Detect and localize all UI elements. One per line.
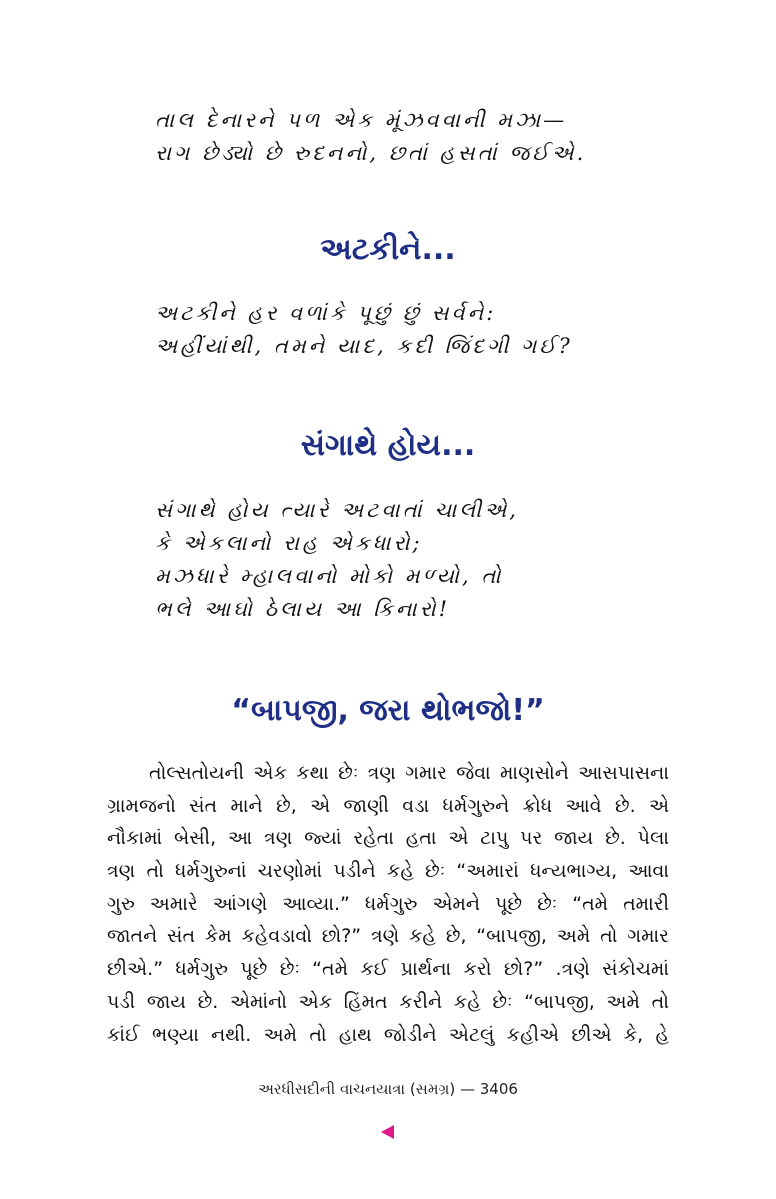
poem-line: અહીંયાંથી, તમને યાદ, કદી જિંદગી ગઈ? (155, 334, 573, 358)
poem-line: સંગાથે હોય ત્યારે અટવાતાં ચાલીએ, (155, 498, 519, 522)
poem-title-atkine: અટકીને... (320, 232, 456, 267)
story-line: ગુરુ અમારે આંગણે આવ્યા.” ધર્મગુરુ એમને પૂછે છેઃ “તમે તમારી (107, 892, 669, 915)
story-line: કાંઈ ભણ્યા નથી. અમે તો હાથ જોડીને એટલું કહીએ છીએ કે, હે (107, 1023, 669, 1046)
poem-line: તાલ દેનારને પળ એક મૂંઝવવાની મઝા— (155, 108, 568, 132)
story-line: તોલ્સતોયની એક કથા છેઃ ત્રણ ગમાર જેવા માણસોને આસપાસના (149, 762, 669, 784)
poem-line: મઝધારે મ્હાલવાનો મોકો મળ્યો, તો (155, 564, 504, 588)
poem-intro (155, 104, 586, 170)
page-footer: અરધીસદીની વાચનયાત્રા (સમગ્ર) — 3406 (258, 1080, 518, 1098)
story-line: પડી જાય છે. એમાંનો એક હિંમત કરીને કહે છેઃ “બાપજી, અમે તો (107, 990, 669, 1013)
story-line: નૌકામાં બેસી, આ ત્રણ જ્યાં રહેતા હતા એ ટાપુ પર જાય છે. પેલા (107, 827, 669, 850)
previous-page-arrow-icon[interactable] (381, 1125, 394, 1139)
story-title: “બાપજી, જરા થોભજો!” (231, 693, 545, 728)
poem-line: રાગ છેડ્યો છે રુદનનો, છતાં હસતાં જઈએ. (155, 141, 587, 165)
poem-title-sangathe: સંગાથે હોય... (300, 428, 476, 463)
story-line: ત્રણ તો ધર્મગુરુનાં ચરણોમાં પડીને કહે છેઃ “અમારાં ધન્યભાગ્ય, આવા (107, 860, 669, 883)
poem-atkine (155, 297, 573, 363)
poem-line: અટકીને હર વળાંકે પૂછું છું સર્વને: (155, 301, 497, 325)
story-body (107, 757, 669, 1051)
poem-line: કે એકલાનો રાહ એકધારો; (155, 531, 423, 555)
poem-line: ભલે આઘો ઠેલાય આ કિનારો! (155, 597, 451, 621)
story-line: ગ્રામજનો સંત માને છે, એ જાણી વડા ધર્મગુરુને ક્રોધ આવે છે. એ (107, 794, 669, 817)
story-line: જાતને સંત કેમ કહેવડાવો છો?” ત્રણે કહે છે, “બાપજી, અમે તો ગમાર (107, 925, 669, 948)
story-line: છીએ.” ધર્મગુરુ પૂછે છેઃ “તમે કઈ પ્રાર્થના કરો છો?” .ત્રણે સંકોચમાં (107, 958, 669, 981)
poem-sangathe (155, 494, 519, 626)
